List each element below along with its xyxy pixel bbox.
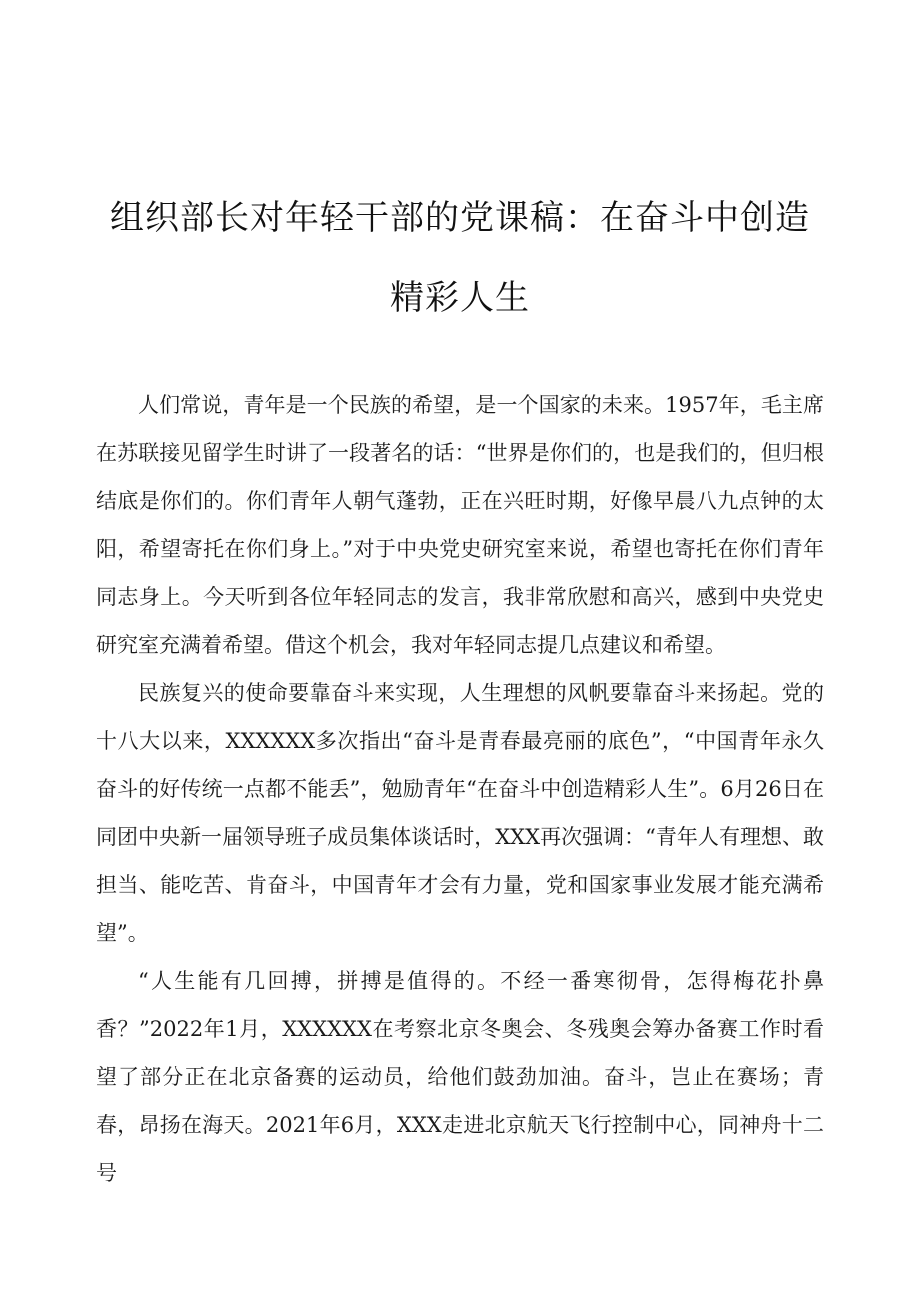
paragraph-2: 民族复兴的使命要靠奋斗来实现，人生理想的风帆要靠奋斗来扬起。党的十八大以来，XXXXXX多次指出“奋斗是青春最亮丽的底色”，“中国青年永久奋斗的好传统一点都不能丢”，勉励青年“在奋斗中创造精彩人生”。6月26日在同团中央新一届领导班子成员集体谈话时，XXX再次强调：“青年人有理想、敢担当、能吃苦、肯奋斗，中国青年才会有力量，党和国家事业发展才能充满希望”。 — [96, 681, 824, 945]
paragraph-1: 人们常说，青年是一个民族的希望，是一个国家的未来。1957年，毛主席在苏联接见留学生时讲了一段著名的话：“世界是你们的，也是我们的，但归根结底是你们的。你们青年人朝气蓬勃，正在兴旺时期，好像早晨八九点钟的太阳，希望寄托在你们身上。”对于中央党史研究室来说，希望也寄托在你们青年同志身上。今天听到各位年轻同志的发言，我非常欣慰和高兴，感到中央党史研究室充满着希望。借这个机会，我对年轻同志提几点建议和希望。 — [96, 393, 824, 657]
document-title: 组织部长对年轻干部的党课稿：在奋斗中创造精彩人生 — [110, 198, 810, 318]
paragraph-3: “人生能有几回搏，拼搏是值得的。不经一番寒彻骨，怎得梅花扑鼻香？”2022年1月，XXXXXX在考察北京冬奥会、冬残奥会筹办备赛工作时看望了部分正在北京备赛的运动员，给他们鼓劲加油。奋斗，岂止在赛场；青春，昂扬在海天。2021年6月，XXX走进北京航天飞行控制中心，同神舟十二号 — [96, 969, 824, 1185]
document-body — [96, 381, 824, 1197]
